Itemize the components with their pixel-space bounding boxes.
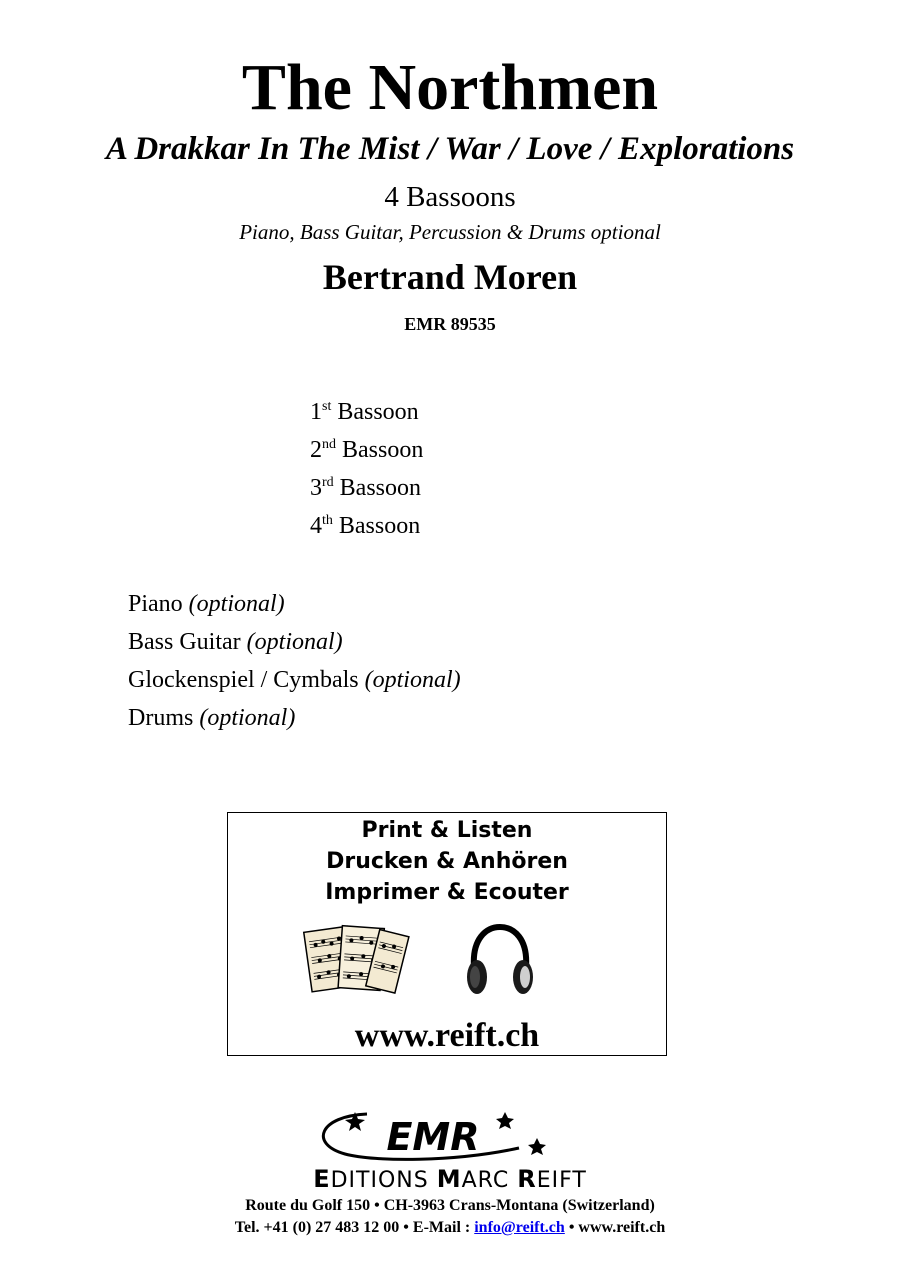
publisher-address: Route du Golf 150 • CH-3963 Crans-Montana (Switzerland) <box>245 1197 655 1214</box>
catalog-number: EMR 89535 <box>404 314 496 334</box>
email-link[interactable]: info@reift.ch <box>474 1219 565 1236</box>
part-item: 2nd Bassoon <box>310 437 424 463</box>
logo-text: EMR <box>386 1115 480 1159</box>
part-item: 1st Bassoon <box>310 399 419 425</box>
sheet-music-icon <box>300 921 410 999</box>
page-subtitle: A Drakkar In The Mist / War / Love / Explorations <box>105 131 795 167</box>
promo-url[interactable]: www.reift.ch <box>354 1017 540 1054</box>
optional-instruments-note: Piano, Bass Guitar, Percussion & Drums optional <box>239 220 661 244</box>
publisher-contact: Tel. +41 (0) 27 483 12 00 • E-Mail : info@reift.ch • www.reift.ch <box>234 1219 666 1236</box>
print-listen-box <box>227 812 667 1056</box>
publisher-name: EDITIONS MARC REIFT <box>313 1165 587 1193</box>
optional-part-item: Glockenspiel / Cymbals (optional) <box>128 667 461 693</box>
optional-part-item: Drums (optional) <box>128 705 296 731</box>
optional-part-item: Bass Guitar (optional) <box>128 629 343 655</box>
ensemble-label: 4 Bassoons <box>384 181 516 213</box>
parts-list <box>310 393 423 545</box>
promo-line-german: Drucken & Anhören <box>326 849 568 874</box>
emr-logo <box>305 1108 555 1164</box>
promo-line-french: Imprimer & Ecouter <box>325 880 569 905</box>
headphones-icon <box>464 923 536 1001</box>
part-item: 4th Bassoon <box>310 513 421 539</box>
part-item: 3rd Bassoon <box>310 475 422 501</box>
composer-name: Bertrand Moren <box>322 257 578 297</box>
optional-parts-list <box>128 585 461 737</box>
optional-part-item: Piano (optional) <box>128 591 285 617</box>
page-title: The Northmen <box>241 51 659 124</box>
promo-line-english: Print & Listen <box>361 818 533 843</box>
